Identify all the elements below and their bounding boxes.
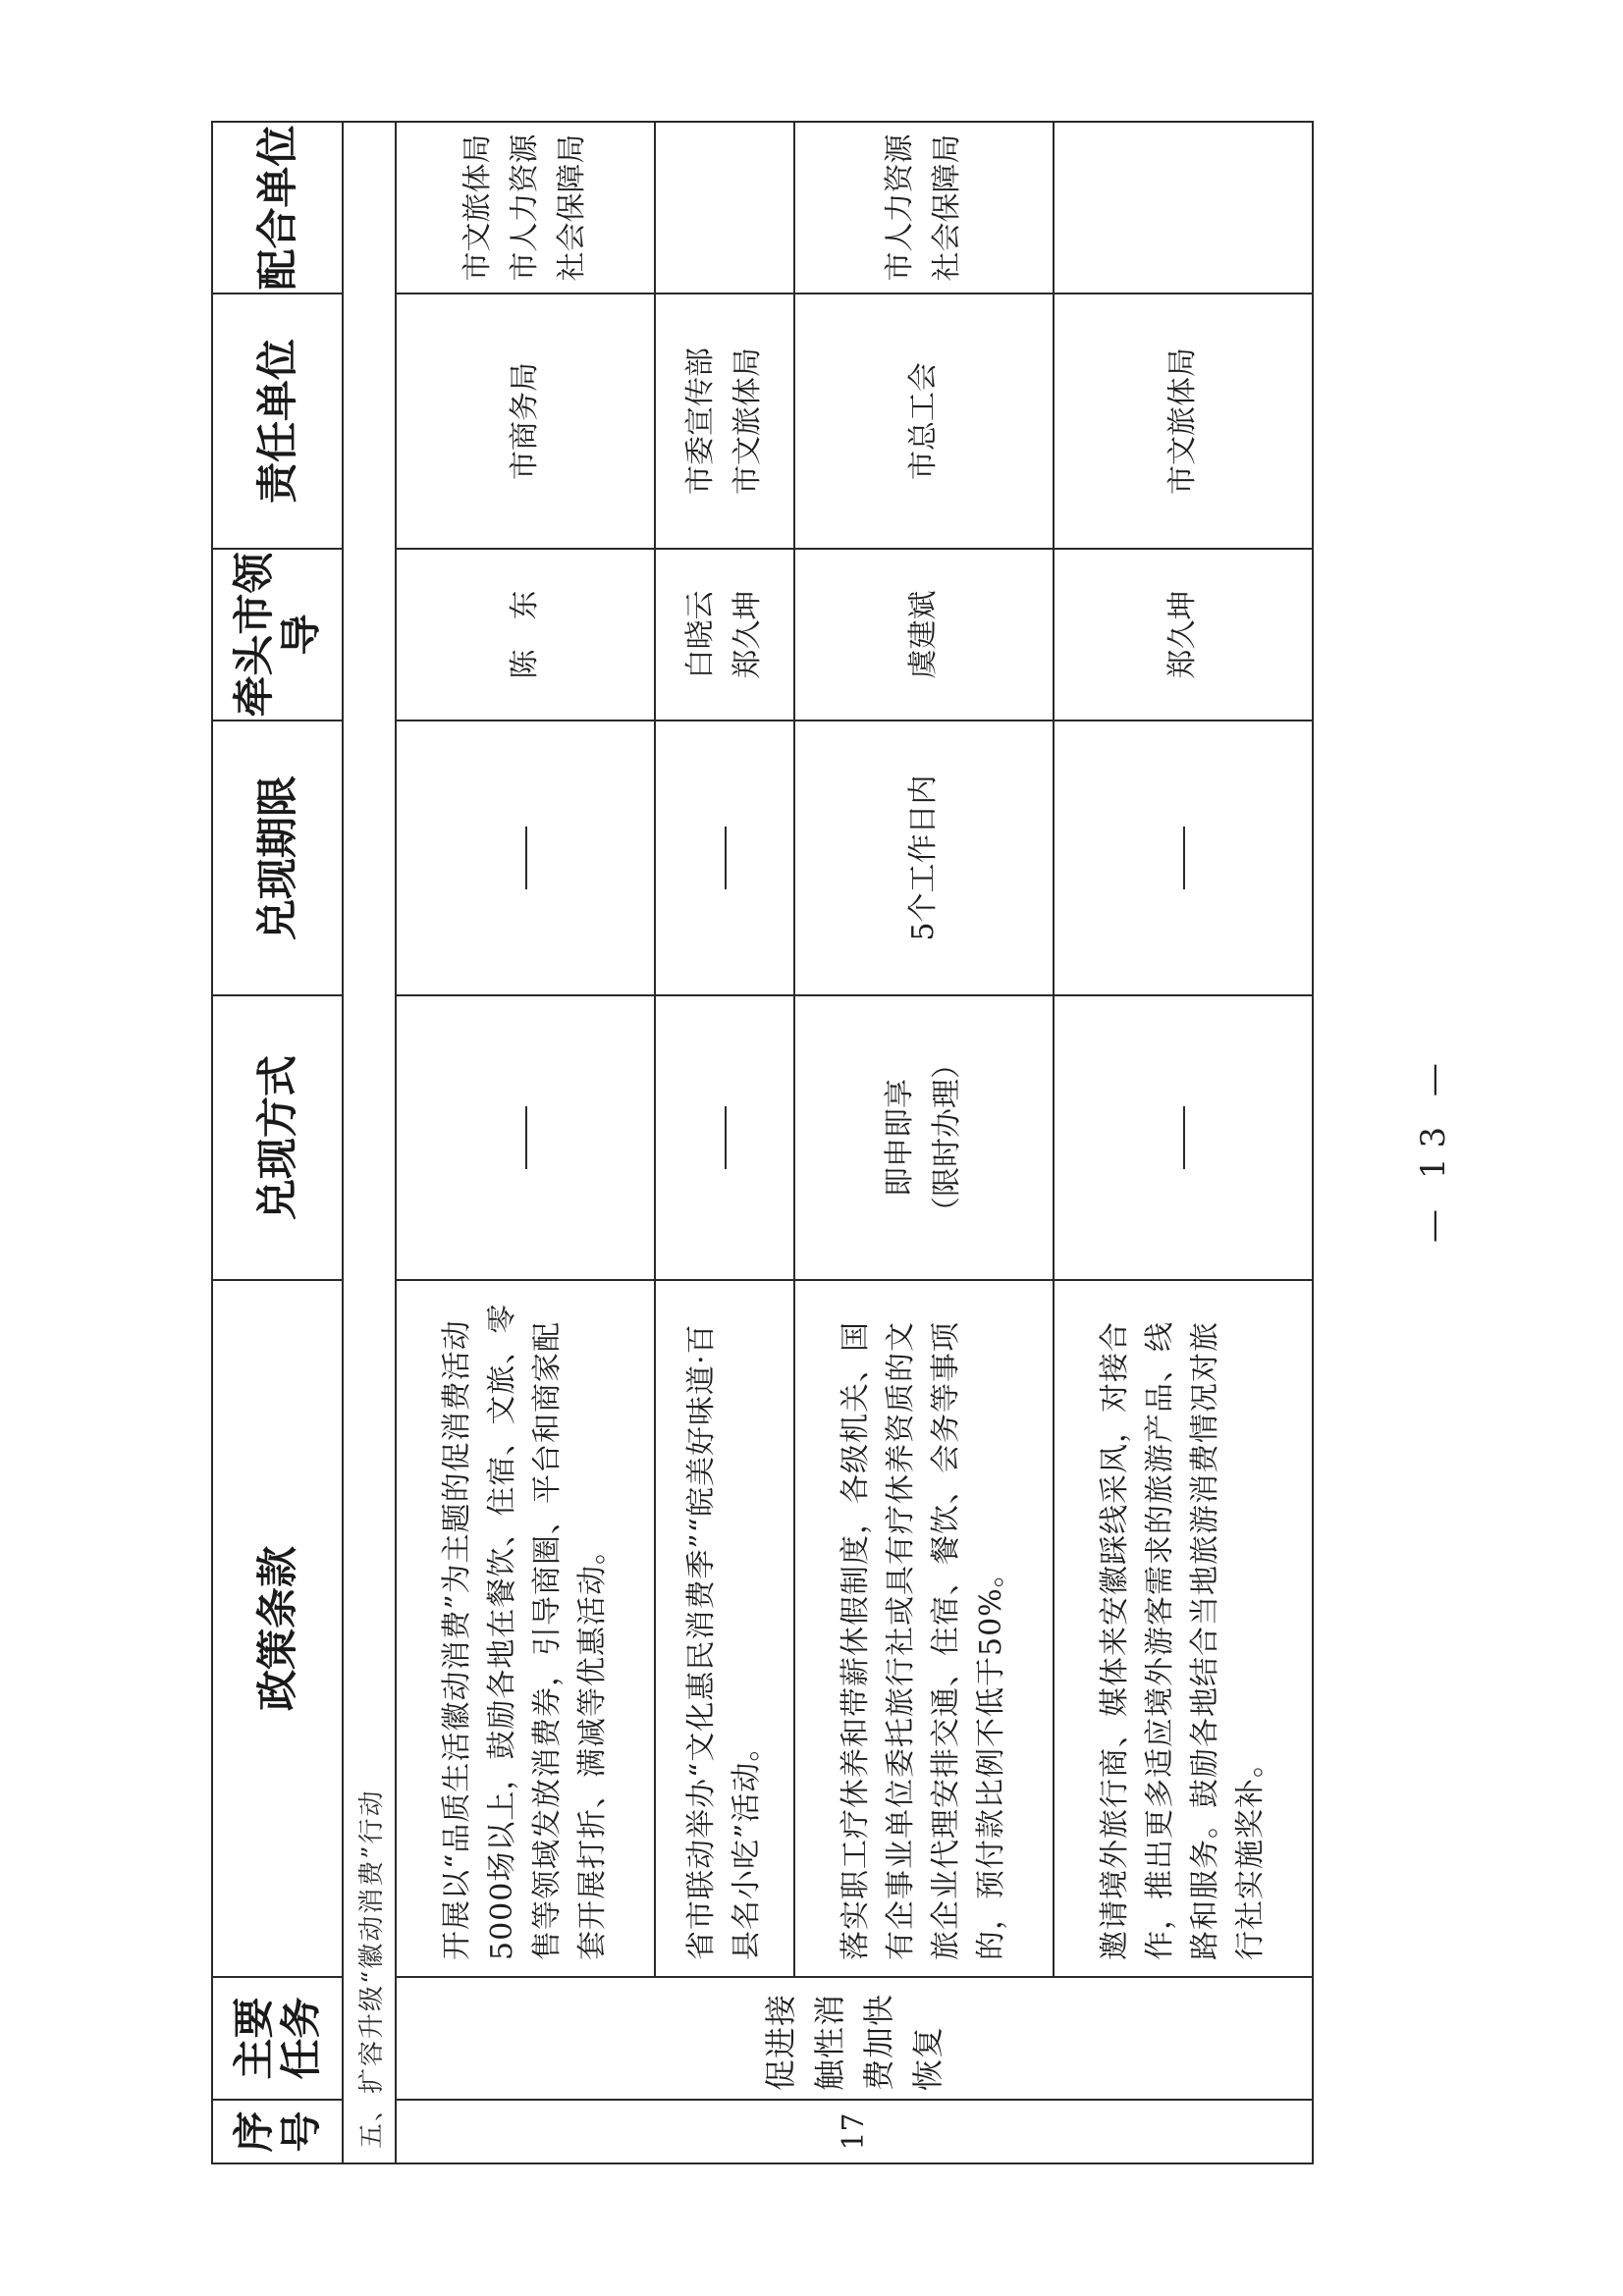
header-leader: 牵头市领导 [212,549,343,721]
coop-unit-line: 市人力资源 [882,133,917,282]
header-coop-unit: 配合单位 [212,122,343,294]
page-number: — 13 — [1414,1053,1453,1243]
dash-mark [1183,827,1185,889]
method-line: （限时办理） [929,1049,964,1226]
leader-cell: 陈 东 [396,549,655,721]
policy-cell: 落实职工疗休养和带薪休假制度，各级机关、国有企事业单位委托旅行社或具有疗休养资质的文旅企业代理安排交通、住宿、餐饮、会务等事项的，预付款比例不低于50%。 [794,1280,1054,1977]
dash-mark [525,827,527,889]
dash-mark [725,1106,727,1169]
coop-unit-cell [1054,122,1313,294]
deadline-cell [655,721,793,995]
lead-unit-cell [655,294,793,549]
policy-table [211,121,1314,2164]
header-policy: 政策条款 [212,1280,343,1977]
lead-unit-line: 市文旅体局 [730,347,765,495]
policy-cell: 开展以“品质生活徽动消费”为主题的促消费活动5000场以上，鼓励各地在餐饮、住宿、文旅、零售等领域发放消费券，引导商圈、平台和商家配套开展打折、满减等优惠活动。 [396,1280,655,1977]
header-seq: 序号 [212,2100,343,2163]
table-row [396,122,655,2163]
section-row [343,122,395,2163]
dash-mark [1183,1106,1185,1169]
table-row [655,122,793,2163]
deadline-cell [1054,721,1313,995]
method-cell [396,995,655,1280]
dash-mark [525,1106,527,1169]
table-header-row [212,122,343,2163]
coop-unit-cell [655,122,793,294]
coop-unit-cell [794,122,1054,294]
lead-unit-cell: 市商务局 [396,294,655,549]
leader-cell: 虞建斌 [794,549,1054,721]
coop-unit-line: 市文旅体局 [460,133,495,282]
table-row [794,122,1054,2163]
method-cell [1054,995,1313,1280]
header-method: 兑现方式 [212,995,343,1280]
deadline-cell: 5个工作日内 [794,721,1054,995]
policy-cell: 邀请境外旅行商、媒体来安徽踩线采风，对接合作，推出更多适应境外游客需求的旅游产品、线路和服务。鼓励各地结合当地旅游消费情况对旅行社实施奖补。 [1054,1280,1313,1977]
leader-cell [655,549,793,721]
coop-unit-line: 社会保障局 [929,133,964,282]
leader-line: 郑久坤 [730,590,765,679]
method-cell [794,995,1054,1280]
task-cell: 促进接触性消费加快恢复 [396,1977,1313,2100]
table-row [1054,122,1313,2163]
lead-unit-line: 市委宣传部 [682,347,718,495]
lead-unit-cell: 市总工会 [794,294,1054,549]
header-deadline: 兑现期限 [212,721,343,995]
coop-unit-line: 市人力资源 [507,133,542,282]
leader-line: 白晓云 [682,590,718,679]
coop-unit-cell [396,122,655,294]
header-lead-unit: 责任单位 [212,294,343,549]
seq-cell: 17 [396,2100,1313,2163]
method-cell [655,995,793,1280]
section-title: 五、扩容升级“徽动消费”行动 [343,122,395,2163]
dash-mark [725,827,727,889]
policy-cell: 省市联动举办“文化惠民消费季”“皖美好味道·百县名小吃”活动。 [655,1280,793,1977]
method-line: 即申即享 [882,1079,917,1197]
lead-unit-cell: 市文旅体局 [1054,294,1313,549]
leader-cell: 郑久坤 [1054,549,1313,721]
deadline-cell [396,721,655,995]
coop-unit-line: 社会保障局 [554,133,589,282]
header-task: 主要任务 [212,1977,343,2100]
